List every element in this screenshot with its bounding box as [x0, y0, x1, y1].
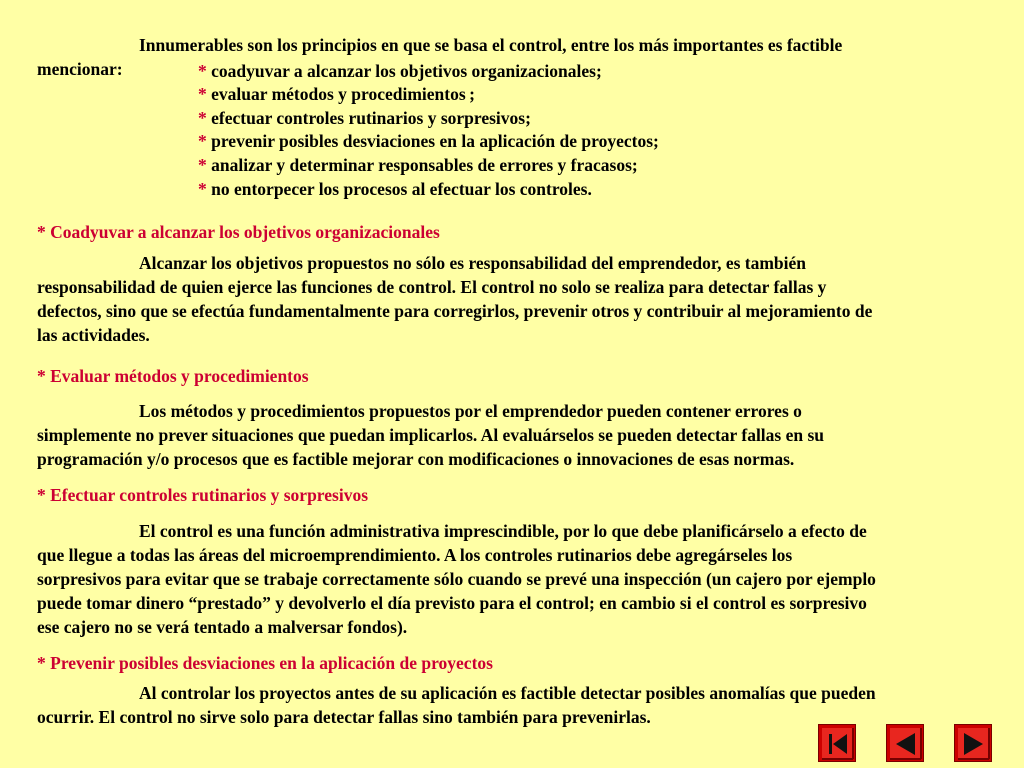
previous-slide-button[interactable]: [886, 724, 924, 762]
paragraph-line: programación y/o procesos que es factible mejorar con modificaciones o innovaciones de esas normas.: [37, 449, 795, 469]
paragraph-line: que llegue a todas las áreas del microemprendimiento. A los controles rutinarios debe agregárseles los: [37, 545, 793, 565]
intro-line-2: mencionar:: [37, 59, 123, 79]
section-heading: * Evaluar métodos y procedimientos: [37, 366, 309, 386]
paragraph-line: Al controlar los proyectos antes de su aplicación es factible detectar posibles anomalías que pueden: [139, 683, 876, 703]
paragraph-line: ese cajero no se verá tentado a malversar fondos).: [37, 617, 408, 637]
paragraph-line: El control es una función administrativa imprescindible, por lo que debe planificárselo a efecto de: [139, 521, 867, 541]
next-slide-button[interactable]: [954, 724, 992, 762]
paragraph-line: sorpresivos para evitar que se trabaje correctamente sólo cuando se prevé una inspección (un cajero por ejemplo: [37, 569, 876, 589]
bullet-item: * efectuar controles rutinarios y sorpresivos;: [198, 108, 531, 128]
paragraph-line: Los métodos y procedimientos propuestos por el emprendedor pueden contener errores o: [139, 401, 802, 421]
intro-line-1: Innumerables son los principios en que se basa el control, entre los más importantes es factible: [139, 35, 843, 55]
section-heading: * Efectuar controles rutinarios y sorpresivos: [37, 485, 369, 505]
paragraph-line: ocurrir. El control no sirve solo para detectar fallas sino también para prevenirlas.: [37, 707, 651, 727]
section-heading: * Coadyuvar a alcanzar los objetivos organizacionales: [37, 222, 440, 242]
paragraph-line: defectos, sino que se efectúa fundamentalmente para corregirlos, prevenir otros y contribuir al mejoramiento de: [37, 301, 873, 321]
paragraph-line: responsabilidad de quien ejerce las funciones de control. El control no solo se realiza para detectar fallas y: [37, 277, 827, 297]
bullet-item: * analizar y determinar responsables de errores y fracasos;: [198, 155, 638, 175]
bullet-item: * prevenir posibles desviaciones en la aplicación de proyectos;: [198, 131, 659, 151]
paragraph-line: las actividades.: [37, 325, 150, 345]
bullet-item: * coadyuvar a alcanzar los objetivos organizacionales;: [198, 61, 602, 81]
section-heading: * Prevenir posibles desviaciones en la aplicación de proyectos: [37, 653, 493, 673]
paragraph-line: simplemente no prever situaciones que puedan implicarlos. Al evaluárselos se pueden detectar fallas en su: [37, 425, 825, 445]
bullet-item: * no entorpecer los procesos al efectuar los controles.: [198, 179, 592, 199]
bullet-item: * evaluar métodos y procedimientos ;: [198, 84, 476, 104]
paragraph-line: Alcanzar los objetivos propuestos no sólo es responsabilidad del emprendedor, es también: [139, 253, 807, 273]
paragraph-line: puede tomar dinero “prestado” y devolverlo el día previsto para el control; en cambio si el control es sorpresivo: [37, 593, 867, 613]
first-slide-button[interactable]: [818, 724, 856, 762]
